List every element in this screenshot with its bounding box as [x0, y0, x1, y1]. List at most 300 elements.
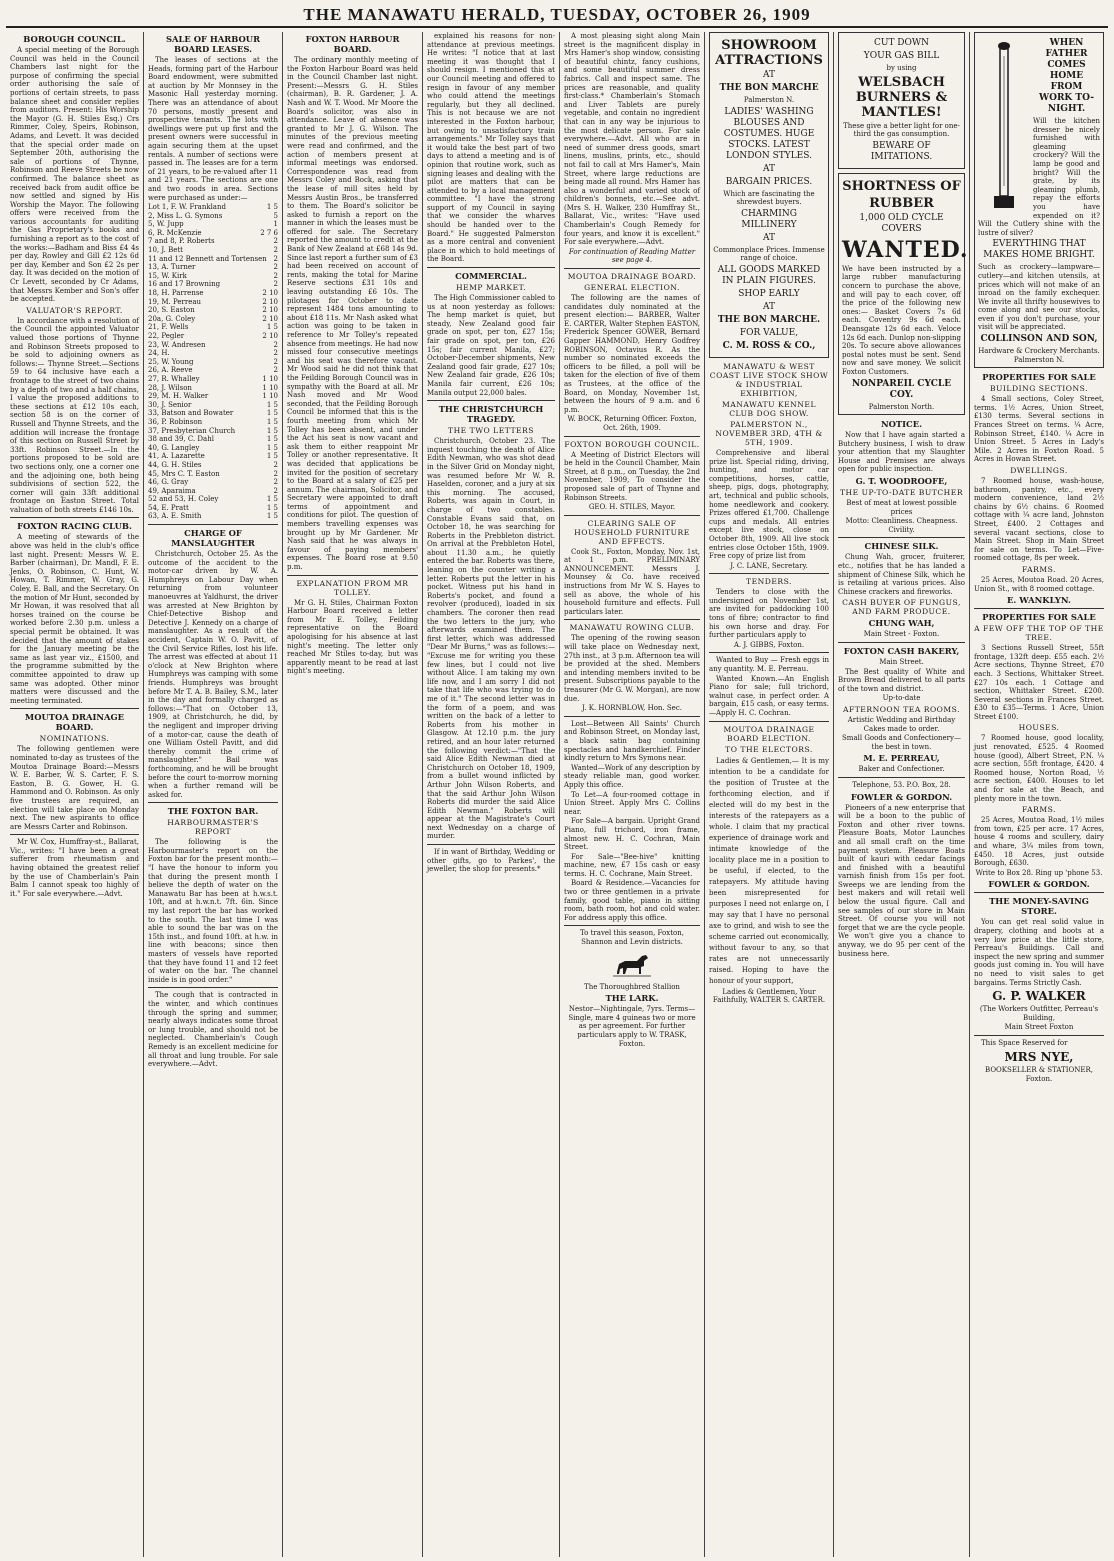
- tragedy-text: Christchurch, October 23. The inquest touching the death of Alice Edith Newman, who was shot dead in the Silver Grid on Monday night, was resumed before Mr W. R. Haselden, coroner, and a jury at six this morning. The accused, Roberts, was again in Court, in charge of two constables. Constable Evans said that, on October 18, he was searching for Roberts in the Prebbleton district. On arrival at the Prebbleton Hotel, about 11.30 a.m., he quietly entered the bar. Roberts was there, leaning on the counter writing a letter. Roberts put the letter in his pocket. Witness put his hand in Roberts's pocket, and found a revolver (produced), loaded in six chambers. The coroner then read the two letters to the jury, who afterwards examined them. The first letter, which was addressed "Dear Mr Burns," was as follows:— "Excuse me for writing you these few lines, but I could not live without Alice. I am taking my own life now, and I am sorry I did not take that life who was trying to do me of it." The second letter was in the form of a poem, and was written on the back of a letter to Roberts from his mother in Glasgow. At 12.10 p.m. the jury retired, and an hour later returned the following verdict:—"That the said Alice Edith Newman died at Christchurch on October 18, 1909, from a bullet wound inflicted by Arthur John Wilson Roberts, and that the said Arthur John Wilson Roberts did murder the said Alice Edith Newman." Roberts will appear at the Magistrate's Court next Wednesday on a charge of murder.: [427, 437, 555, 841]
- nonpareil-place: Palmerston North.: [868, 402, 935, 411]
- lease-lot: 26, A. Reeve: [148, 366, 193, 375]
- lease-price: 2: [273, 340, 278, 349]
- stock-show-heading: MANAWATU & WEST COAST LIVE STOCK SHOW & INDUSTRIAL EXHIBITION,: [709, 361, 829, 398]
- shop-early-text: SHOP EARLY: [738, 288, 800, 299]
- nye-place: Foxton.: [1025, 1075, 1053, 1084]
- divider: [838, 642, 965, 643]
- lease-price: 1: [273, 220, 278, 229]
- lease-row: [148, 452, 278, 461]
- to-electors-heading: TO THE ELECTORS.: [725, 744, 813, 754]
- cough-advert: The cough that is contracted in the winter, and which continues through the spring and summer, nearly always indicates some throat or lung trouble, and should not be neglected. Chamberlain's Cough Remedy is an excellent medicine for all throat and lung trouble. For sale everywhere.—Advt.: [148, 991, 278, 1069]
- lease-row: [148, 444, 278, 453]
- lease-row: [148, 375, 278, 384]
- lease-row: [148, 203, 278, 212]
- lease-price: 1 5: [266, 512, 278, 521]
- lease-row: [148, 298, 278, 307]
- lease-lot: 38 and 39, C. Dahl: [148, 435, 214, 444]
- kennel-club-heading: MANAWATU KENNEL CLUB DOG SHOW.: [721, 399, 817, 418]
- column-7: [834, 32, 970, 1557]
- divider: [148, 987, 278, 988]
- lease-row: [148, 384, 278, 393]
- lease-row: [148, 272, 278, 281]
- column-6: [705, 32, 834, 1557]
- bakery-heading: FOXTON CASH BAKERY,: [843, 646, 960, 656]
- lease-price: 2 10: [262, 289, 278, 298]
- election-text: The following are the names of candidates duly nominated at the present election:— BARBER, Walter E. CARTER, Walter Stephen EASTON, Frederick Spencer GOWER, Bernard Gapper HAMMOND, Henry Godfrey ROBINSON, Octavius R. As the number so nominated exceeds the officers to be filled, a poll will be taken for the election of five of them as Trustees, at the office of the Board, on Monday, November 1st, between the hours of 9 a.m. and 6 p.m.: [564, 294, 700, 414]
- lease-price: 5: [273, 211, 278, 220]
- divider: [564, 716, 700, 717]
- divider: [148, 802, 278, 803]
- chung-wah-name: CHUNG WAH,: [868, 618, 935, 629]
- lease-lot: 29, M. H. Walker: [148, 392, 209, 401]
- lease-lot: 45, Mrs C. T. Easton: [148, 469, 220, 478]
- butcher-motto: Motto: Cleanliness. Cheapness. Civility.: [845, 517, 958, 534]
- lease-price: 2: [273, 486, 278, 495]
- lease-price: 2 7 6: [260, 228, 278, 237]
- walker-name: G. P. WALKER: [992, 989, 1086, 1004]
- lease-row: [148, 349, 278, 358]
- lease-price: 2: [273, 349, 278, 358]
- father-text: Will the kitchen dresser be nicely furnished with gleaming crockery? Will the lamp be good and bright? Will the grate, by its gleaming plumb, repay the efforts you have expended on it? Will the Cutlery shine with the lustre of silver?: [978, 117, 1100, 237]
- lease-lot: 20a, G. Coley: [148, 314, 196, 323]
- lease-row: [148, 504, 278, 513]
- divider: [427, 400, 555, 401]
- lease-lot: 13, A. Turner: [148, 263, 196, 272]
- lease-price: 1 5: [266, 426, 278, 435]
- cakes-text: Artistic Wedding and Birthday Cakes made to order.: [847, 715, 956, 733]
- collinson-advert: [974, 32, 1104, 368]
- lease-lot: 25, W. Young: [148, 357, 194, 366]
- lease-row: [148, 246, 278, 255]
- lease-lot: 20, S. Easton: [148, 306, 195, 315]
- electors-signature: Ladies & Gentlemen, Your Faithfully, WALTER S. CARTER.: [712, 987, 826, 1005]
- lease-row: [148, 512, 278, 521]
- money-saving-text: You can get real solid value in drapery, clothing and boots at a very low price at the little store, Perreau's Buildings. Call and inspect the new spring and summer goods just coming in. You will have no need to visit sales to get bargains. Terms Strictly Cash.: [974, 918, 1104, 987]
- lease-price: 2: [273, 280, 278, 289]
- lease-row: [148, 229, 278, 238]
- lease-row: [148, 478, 278, 487]
- lease-price: 2: [273, 366, 278, 375]
- building-sections-text: 4 Small sections, Coley Street, terms. 1½ Acres, Union Street, £130 terms. Several sections in Frances Street on terms. ¼ Acre, Robinson Street, £140. ¼ Acre in Union Street. 5 Acres in Lady's Mile. 2 Acres in Foxton Road. 5 Acres in Howan Street.: [974, 395, 1104, 464]
- money-saving-heading: THE MONEY-SAVING STORE.: [989, 896, 1089, 917]
- lease-lot: 63, A. E. Smith: [148, 512, 202, 521]
- divider: [564, 619, 700, 620]
- lease-price: 2: [273, 271, 278, 280]
- to-let-notice: To Let—A four-roomed cottage in Union Street. Apply Mrs C. Collins near.: [564, 790, 700, 816]
- lease-price: 2: [273, 246, 278, 255]
- rubber-advert: [838, 173, 969, 415]
- lease-row: [148, 418, 278, 427]
- wanted-eggs-notice: Wanted to Buy — Fresh eggs in any quantity. M. E. Perreau.: [709, 656, 829, 674]
- lease-price: 1 5: [266, 203, 278, 212]
- lease-lot: 46, G. Gray: [148, 478, 189, 487]
- divider: [564, 436, 700, 437]
- rubber-heading: RUBBER: [869, 195, 934, 211]
- divider: [10, 834, 139, 835]
- lease-lot: 30, J. Senior: [148, 400, 192, 409]
- farms-text: 25 Acres, Moutoa Road. 20 Acres, Union St., with 8 roomed cottage.: [974, 575, 1104, 593]
- lease-price: 2: [273, 237, 278, 246]
- moutoa-heading: MOUTOA DRAINAGE BOARD.: [24, 712, 125, 733]
- butcher-subheading: THE UP-TO-DATE BUTCHER: [839, 488, 964, 498]
- lease-lot: 28, J. Wilson: [148, 383, 192, 392]
- divider: [974, 1035, 1104, 1036]
- building-sections-heading: BUILDING SECTIONS.: [989, 384, 1089, 394]
- moutoa-subheading: NOMINATIONS.: [39, 734, 110, 744]
- lease-price: 2 10: [262, 306, 278, 315]
- bakery-place: Main Street.: [879, 658, 924, 666]
- borough-meeting-text: A Meeting of District Electors will be held in the Council Chamber, Main Street, at 8 p.m., on Tuesday, the 2nd November, 1909, To consider the proposed sale of part of Thynne and Robinson Streets.: [564, 450, 700, 502]
- lease-row: [148, 341, 278, 350]
- column-3: [283, 32, 423, 1557]
- lease-row: [148, 366, 278, 375]
- harbourmaster-subheading: HARBOURMASTER'S REPORT: [167, 818, 259, 837]
- borough-council-heading: BOROUGH COUNCIL.: [23, 34, 126, 44]
- lease-lot: 52 and 53, H. Coley: [148, 495, 219, 504]
- properties-heading: PROPERTIES FOR SALE: [982, 372, 1096, 383]
- manslaughter-heading: CHARGE OF MANSLAUGHTER: [171, 528, 255, 549]
- stallion-text: Nestor—Nightingale, 7yrs. Terms—Single, mare 4 guineas two or more as per agreement. For further particulars apply to W. TRASK, Foxton.: [568, 1005, 696, 1048]
- column-5: [560, 32, 705, 1557]
- write-box-text: Write to Box 28. Ring up 'phone 53.: [975, 868, 1103, 877]
- lease-price: 2: [273, 478, 278, 487]
- two-letters-subheading: THE TWO LETTERS: [448, 426, 534, 436]
- lease-lot: 33, Batson and Bowater: [148, 409, 234, 418]
- lease-price: 1 5: [266, 409, 278, 418]
- valuator-heading: VALUATOR'S REPORT.: [26, 305, 123, 315]
- divider: [427, 844, 555, 845]
- lease-lot: 18, H. Parrense: [148, 289, 204, 298]
- lease-lot: 49, Aparaima: [148, 486, 196, 495]
- lease-price: 2 10: [262, 297, 278, 306]
- lease-price: 1 10: [262, 374, 278, 383]
- tenders-heading: TENDERS.: [746, 577, 792, 587]
- lease-price: 1 5: [266, 400, 278, 409]
- small-goods-text: Small Goods and Confectionery—the best in town.: [842, 734, 961, 751]
- lease-row: [148, 289, 278, 298]
- fascinating-text: Which are fascinating the shrewdest buyers.: [723, 189, 815, 207]
- notice-heading: NOTICE.: [880, 419, 923, 430]
- lamp-icon: [978, 36, 1030, 216]
- pioneers-text: Pioneers of a new enterprise that will be a boon to the public of Foxton and other river towns. Pleasure Boats, Motor Launches and all small craft on the time payment system. Pleasure Boats built of kauri with cedar facings and finished with a beautiful varnish finish from 15s per foot. Sweeps we are lending from the best makers and will retail well below the usual figure. Call and see samples of our store in Main Street. Of course you will not forget that we are the cycle people. We won't give you a chance to anyway, we do 95 per cent of the business here.: [838, 803, 965, 958]
- shortness-heading: SHORTNESS OF: [842, 178, 961, 194]
- bon-marche-advert: [709, 32, 829, 358]
- sections-text: 3 Sections Russell Street, 55ft frontage, 132ft deep. £55 each. 2½ Acre sections, Thynne Street, £70 each. 3 Sections, Whittaker Street. £27 10s each. 1 Cottage and section, Whittaker Street. £200. Several sections in Frances Street. £30 to £35—Terms. 1 Acre, Union Street £100.: [974, 644, 1104, 721]
- stallion-subheading: The Thoroughbred Stallion: [584, 982, 680, 991]
- lease-lot: 6, R. McKenzie: [148, 228, 202, 237]
- wanted-work-notice: Wanted—Work of any description by steady reliable man, good worker. Apply this office.: [564, 763, 700, 789]
- wanted-heading: WANTED.: [842, 236, 969, 263]
- collinson-name: COLLINSON AND SON,: [980, 334, 1098, 345]
- lease-price: 2: [273, 254, 278, 263]
- at-label: AT: [762, 70, 775, 80]
- foxton-bar-heading: THE FOXTON BAR.: [167, 806, 259, 817]
- rowing-club-text: The opening of the rowing season will take place on Wednesday next, 27th inst., at 3 p.m. Afternoon tea will be provided at the shed. Members and intending members invited to be present. Subscriptions payable to the treasurer (Mr G. W. Morgan), are now due.: [564, 634, 700, 703]
- column-2: [144, 32, 283, 1557]
- tolley-continued-text: explained his reasons for non-attendance at previous meetings. He writes: "I notice that at last meeting it was thought that I should resign. I mentioned this at our Council meeting and offered to resign in favour of any member who could attend the meetings regularly, but they all declined. This is not because we are not interested in the Foxton harbour, but owing to unsatisfactory train arrangements." Mr Tolley says that it would take the best part of two days to attend a meeting and is of opinion that routine work, such as signing leases and dealing with the pilot are matters that can be attended to by a local management committee. "I have the strong support of my Council in saying that we consider the wharves should be handed over to the Board." He suggested Palmerston as a more central and convenient place in which to hold meetings of the Board.: [427, 32, 555, 264]
- divider: [709, 721, 829, 722]
- board-residence-notice: Board & Residence.—Vacancies for two or three gentlemen in a private family, good table, piano in sitting room, bath room, hot and cold water. For address apply this office.: [564, 879, 700, 922]
- chung-wah-place: Main Street - Foxton.: [863, 630, 940, 639]
- divider: [10, 708, 139, 709]
- top-of-tree-subheading: A FEW OFF THE TOP OF THE TREE.: [974, 624, 1104, 643]
- cut-down-text: CUT DOWN: [873, 38, 930, 48]
- fungus-heading: CASH BUYER OF FUNGUS, AND FARM PRODUCE.: [842, 598, 961, 617]
- lease-row: [148, 280, 278, 289]
- crockery-text: Such as crockery—lampware—cutlery—and kitchen utensils, at prices which will not make of an inroad on the family exchequer. We invite all thrifty housewives to come along and see our stocks, even if you don't purchase, your visit will be appreciated.: [978, 263, 1100, 332]
- bakery-text: The Best quality of White and Brown Bread delivered to all parts of the town and district.: [838, 667, 965, 693]
- bargain-prices: BARGAIN PRICES.: [725, 176, 813, 187]
- rowing-club-signature: J. K. HORNBLOW, Hon. Sec.: [582, 704, 682, 713]
- divider: [10, 517, 139, 518]
- lease-row: [148, 409, 278, 418]
- lease-lot: 23, W. Andresen: [148, 340, 206, 349]
- clearing-sale-text: Cook St., Foxton, Monday, Nov. 1st, at 1 p.m. PRELIMINARY ANNOUNCEMENT. Messrs J. Mounsey & Co. have received instructions from Mr W. S. Hayes to sell as above, the whole of his household furniture and effects. Full particulars later.: [564, 547, 700, 616]
- lease-lot: 44, G. H. Stiles: [148, 460, 202, 469]
- father-heading: WHEN FATHER COMES HOME FROM WORK TO-NIGHT.: [1039, 38, 1094, 114]
- lease-lot: 24, H.: [148, 349, 170, 358]
- column-4: [423, 32, 560, 1557]
- lease-lot: 27, R. Whalley: [148, 374, 200, 383]
- lease-list: [148, 203, 278, 521]
- tenders-text: Tenders to close with the undersigned on November 1st, are invited for paddocking 100 tons of fibre; contractor to find his own horse and dray. For further particulars apply to: [709, 588, 829, 640]
- nye-subheading: BOOKSELLER & STATIONER,: [985, 1065, 1093, 1074]
- lease-row: [148, 263, 278, 272]
- divider: [838, 537, 965, 538]
- chinese-silk-heading: CHINESE SILK.: [864, 541, 939, 552]
- rowing-club-heading: MANAWATU ROWING CLUB.: [569, 623, 695, 633]
- moutoa-text: The following gentlemen were nominated to-day as trustees of the Moutoa Drainage Board:—Messrs W. E. Barber, W. S. Carter, F. S. Easton, B. G. Gower, H. G. Hammond and O. Robinson. As only five trustees are required, an election will take place on Monday next. The new aspirants to office are Messrs Carter and Robinson.: [10, 745, 139, 831]
- divider: [427, 267, 555, 268]
- welsbach-text: These give a better light for one-third the gas consumption.: [843, 121, 960, 139]
- farms-heading: FARMS.: [1022, 805, 1056, 815]
- walker-place: Main Street Foxton: [1004, 1023, 1074, 1032]
- chinese-silk-text: Chung Wah, grocer, fruiterer, etc., notifies that he has landed a shipment of Chinese Silk, which he is retailing at various prices. Also Chinese crackers and fireworks.: [838, 553, 965, 596]
- lease-row: [148, 255, 278, 264]
- fowler-gordon-name: FOWLER & GORDON.: [850, 791, 953, 802]
- racing-club-text: A meeting of stewards of the above was held in the club's office last night. Present: Messrs W. E. Barber (chairman), Dr. Mandl, F. E. Jenks, O. Robinson, C. Hunt, W. Howan, T. Rimmer, W. Gray, G. Coley, E. Ball, and the Secretary. On the motion of Mr Hunt, seconded by Mr Howan, it was resolved that all horses trained on the course be worked before 2.30 p.m. unless a special permit be obtained. It was decided that the amount of stakes for the January meeting be the same as last year viz., £1500, and the programme submitted by the committee appointed to draw up same was adopted. Other minor matters were discussed and the meeting terminated.: [10, 533, 139, 705]
- lease-price: 1 5: [266, 417, 278, 426]
- lease-price: 1 5: [266, 323, 278, 332]
- knitting-machine-notice: For Sale—"Bee-hive" knitting machine, new, £7 15s cash or easy terms. H. C. Cochrane, Main Street.: [564, 852, 700, 878]
- butchery-notice-text: Now that I have again started a Butchery business, I wish to draw your attention that my Slaughter House and Premises are always open for public inspection.: [838, 431, 965, 474]
- lease-lot: 5, W. Jupp: [148, 220, 184, 229]
- parkes-advert: If in want of Birthday, Wedding or other gifts, go to Parkes', the jeweller, the shop for presents.*: [427, 848, 555, 874]
- lease-lot: Lot 1, F. W. Frankland: [148, 203, 226, 212]
- lease-lot: 16 and 17 Browning: [148, 280, 221, 289]
- fowler-gordon-name: FOWLER & GORDON.: [988, 879, 1090, 890]
- divider: [709, 573, 829, 574]
- stock-show-text: Comprehensive and liberal prize list. Special riding, driving, hunting, and motor car competitions, horses, cattle, sheep, pigs, dogs, photography, art, technical and public schools, home needlework and cookery. Prizes offered £1,700. Challenge cups and medals. All entries except live stock, close on October 8th, 1909. All live stock entries close October 15th, 1909. Free copy of prize list from: [709, 448, 829, 561]
- collinson-subheading: Hardware & Crockery Merchants.: [978, 347, 1100, 356]
- everything-heading: EVERYTHING THAT MAKES HOME BRIGHT.: [983, 239, 1095, 261]
- lease-row: [148, 306, 278, 315]
- columns: [6, 32, 1108, 1557]
- houses-heading: HOUSES.: [1018, 723, 1060, 733]
- divider: [709, 652, 829, 653]
- at-label: AT: [762, 163, 775, 174]
- lease-lot: 2, Miss L. G. Symons: [148, 211, 223, 220]
- lease-lot: 21, F. Wells: [148, 323, 189, 332]
- lease-row: [148, 212, 278, 221]
- tolley-text: Mr G. H. Stiles, Chairman Foxton Harbour Board received a letter from Mr E. Tolley, Feilding representative on the Board apologising for his absence at last night's meeting. The letter only reached Mr Stiles to-day, but was apparently meant to be read at last night's meeting.: [287, 598, 418, 676]
- moutoa-election-heading: MOUTOA DRAINAGE BOARD.: [567, 272, 697, 282]
- lease-price: 2: [273, 469, 278, 478]
- lease-price: 1 5: [266, 503, 278, 512]
- welsbach-heading: WELSBACH BURNERS & MANTLES!: [855, 74, 948, 120]
- plain-figures-text: ALL GOODS MARKED IN PLAIN FIGURES.: [717, 264, 821, 286]
- lease-row: [148, 315, 278, 324]
- valuator-text: In accordance with a resolution of the Council the appointed Valuator valued those portions of Thynne and Robinson Streets proposed to be sold to adjoining owners as follows:— Thynne Street.—Sections 59 to 64 inclusive have each a frontage to the street of two chains by a depth of two and a half chains, I value the proposed additions to these sections at £12 10s each, section 58 is on the corner of Russell and Thynne Streets, and the addition will increase the frontage of this section on Russell Street by 33ft. Robinson Street.—In the portions proposed to be sold are two sections only, one a corner one and the adjoining one, both being subdivisions of section 522, the corner will gain 33ft additional frontage on Easton Street. Total valuation of both streets £146 10s.: [10, 316, 139, 514]
- harbour-board-text: The ordinary monthly meeting of the Foxton Harbour Board was held in the Council Chamber last night. Present:—Messrs G. H. Stiles (chairman), B. R. Gardener, J. A. Nash and W. T. Wood. Mr Moore the Board's solicitor, was also in attendance. Leave of absence was granted to Mr J. G. Wilson. The minutes of the previous meeting were read and confirmed, and the action of members present at informal meetings was endorsed. Correspondence was read from Messrs Coley and Bock, asking that the lease of mill sites held by Messrs Austin Bros., be transferred to them. The Board's solicitor be asked to furnish a report on the manner in which the leases must be offered for sale. The Secretary reported the amount to credit at the Bank of New Zealand at £68 14s 9d. Since last report a further sum of £3 had been received on account of rents, making the total for Marine Reserve sections £31 10s and leaving outstanding £6 10s. The pilotages for October to date represent 1484 tons amounting to about £18 11s. Mr Nash asked what action was going to be taken in reference to Mr Tolley's repeated absence from meetings. He had now missed four consecutive meetings and his seat was therefore vacant. Mr Wood said he did not think that the Feilding Borough Council was in sympathy with the Board at all. Mr Nash moved and Mr Wood seconded, that the Feilding Borough Council be informed that this is the fourth meeting from which Mr Tolley has been absent, and under the Act his seat is now vacant and ask them to either reappoint Mr Tolley or another representative. It was decided that applications be invited for the position of secretary to the Board at a salary of £25 per annum. The chairman, Solicitor, and Secretary were appointed to draft terms of appointment and conditions for pilot. The question of members travelling expenses was brought up by Mr Gardener. Mr Nash said that he was always in favour of paying members' expenses. The Board rose at 9.50 p.m.: [287, 56, 418, 572]
- lease-price: 2: [273, 460, 278, 469]
- lease-row: [148, 470, 278, 479]
- blouses-text: LADIES' WASHING BLOUSES AND COSTUMES. HUGE STOCKS. LATEST LONDON STYLES.: [723, 106, 815, 161]
- lease-price: 2 10: [262, 314, 278, 323]
- divider: [564, 925, 700, 926]
- welsbach-advert: [838, 32, 965, 169]
- best-meat-text: Best of meat at lowest possible prices: [846, 499, 957, 516]
- hemp-market-subheading: HEMP MARKET.: [455, 283, 527, 293]
- piano-for-sale-notice: For Sale—A bargain. Upright Grand Piano, full trichord, iron frame, almost new. H. C. Cochran, Main Street.: [564, 817, 700, 852]
- properties-heading: PROPERTIES FOR SALE: [982, 612, 1096, 623]
- wanted-known-notice: Wanted Known.—An English Piano for sale; full trichord, walnut case, in perfect order. A bargain, £15 cash, or easy terms.—Apply H. C. Cochran.: [709, 674, 829, 717]
- lease-price: 1 5: [266, 435, 278, 444]
- for-value-text: FOR VALUE,: [739, 327, 799, 338]
- harbour-board-heading: FOXTON HARBOUR BOARD.: [305, 34, 400, 54]
- beware-text: BEWARE OF IMITATIONS.: [870, 140, 933, 162]
- continuation-note: For continuation of Reading Matter see page 4.: [568, 247, 696, 265]
- walker-subheading: (The Workers Outfitter, Perreau's Building,: [979, 1005, 1099, 1022]
- divider: [974, 608, 1104, 609]
- millinery-text: CHARMING MILLINERY: [741, 208, 797, 230]
- bon-marche-name: THE BON MARCHE: [719, 83, 819, 93]
- lease-price: 1 10: [262, 392, 278, 401]
- dwellings-text: 7 Roomed house, wash-house, bathroom, pantry, etc., every modern convenience, land 2½ chains by 6½ chains. 6 Roomed cottage with ¼ acre land, Johnston Street, £400. 2 Cottages and several vacant sections, close to Main Street. Shop in Main Street for sale on terms. To Let—Five-roomed cottage, 8s per week.: [974, 477, 1104, 563]
- nye-name: MRS NYE,: [1004, 1049, 1074, 1064]
- hemp-market-text: The High Commissioner cabled to us at noon yesterday as follows: The hemp market is quiet, but steady, New Zealand good fair grade on spot, per ton, £27 15s; fair grade on spot, per ton, £26 15s; fair current Manila, £27; October-December shipments, New Zealand good fair grade, £27 10s; New Zealand fair grade, £26 10s; Manila fair current, £26 10s; Manila output 22,000 bales.: [427, 294, 555, 397]
- lease-row: [148, 220, 278, 229]
- lease-row: [148, 358, 278, 367]
- lease-price: 1 10: [262, 383, 278, 392]
- farms-text: 25 Acres, Moutoa Road, 1½ miles from town, £25 per acre. 17 Acres, house 4 rooms and scullery, dairy and whare, 3¼ miles from town, £450. 18 Acres, just outside Borough, £630.: [974, 816, 1104, 868]
- lease-lot: 15, W. Kirk: [148, 271, 187, 280]
- divider: [564, 515, 700, 516]
- cycle-covers-details: We have been instructed by a large rubber manufacturing concern to purchase the above, and will pay to each cover, off the price of the following new ones:— Basket Covers 7s 6d each. Coventry 9s 6d each. Deansgate 12s 6d each. Veloce 12s 6d each. Dunlop non-slipping 20s. To secure above allowances postal notes must be sent. Send now and save money. We solicit Foxton Customers.: [842, 264, 961, 376]
- harbour-leases-intro: The leases of sections at the Heads, forming part of the Harbour Board endowment, were submitted at auction by Mr Monnsey in the Masonic Hall yesterday morning. There was an attendance of about 70 persons, mostly present and prospective tenants. The lots with dwellings were put up first and the present owners were successful in again securing them at the upset rentals. A number of sections were passed in. The leases are for a term of 21 years, to be re-valued after 11 and 21 years. The sections are one and two roods in area. Sections were purchased as under:—: [148, 56, 278, 202]
- local-notes-text: A most pleasing sight along Main street is the magnificent display in Mrs Hamer's shop window, consisting of beautiful chintz, fancy cushions, and some beautiful summer dress fabrics. Call and inspect same. The prices are reasonable, and quality first-class.* Chamberlain's Stomach and Liver Tablets are purely vegetable, and contain no ingredient that can in any way be injurious to the most delicate person. For sale everywhere.—Advt. All who are in need of summer dress goods, smart linens, muslins, prints, etc., should not fail to call at Mrs Hamer's, Main Street, where large reductions are being made all round. Mrs Hamer has also a wonderful and varied stock of children's bonnets, etc.—See advt. (Mrs S. H. Walker, 230 Humffray St., Ballarat, Vic., writes: "Have used Chamberlain's Cough Remedy for four years, and know it is excellent." For sale everywhere.—Advt.: [564, 32, 700, 247]
- reserved-text: This Space Reserved for: [981, 1038, 1068, 1047]
- lease-lot: 41, A. Lazarette: [148, 452, 205, 461]
- palmerston-label: Palmerston N.: [743, 96, 795, 104]
- lease-price: 2: [273, 357, 278, 366]
- lease-row: [148, 495, 278, 504]
- up-to-date-text: Up-to-date: [882, 694, 921, 703]
- lease-price: 1 5: [266, 452, 278, 461]
- lease-lot: 36, P. Robinson: [148, 417, 203, 426]
- lease-lot: 7 and 8, P. Roberts: [148, 237, 215, 246]
- racing-club-heading: FOXTON RACING CLUB.: [17, 521, 132, 532]
- horse-icon: [611, 950, 653, 980]
- lease-lot: 11 and 12 Bennett and Tortensen: [148, 254, 267, 263]
- commonplace-text: Commonplace Prices. Immense range of choice.: [713, 245, 825, 263]
- lease-lot: 54, E. Pratt: [148, 503, 189, 512]
- at-label: AT: [762, 301, 775, 312]
- lease-price: 1 5: [266, 495, 278, 504]
- lease-lot: 19, M. Perreau: [148, 297, 202, 306]
- lease-row: [148, 323, 278, 332]
- column-8: [970, 32, 1108, 1557]
- electors-letter: Ladies & Gentlemen,— It is my intention to be a candidate for the position of Trustee at the forthcoming election, and if elected will do my best in the interests of the ratepayers as a whole. I claim that my practical experience of drainage work and intimate knowledge of the locality place me in a position to be useful, if elected, to the ratepayers. My attitude having been misrepresented for purposes I need not enlarge on, I may say that I have no personal axe to grind, and wish to see the scheme carried out economically, without favour to any, so that rates are not unnecessarily raised. Hoping to have the honour of your support,: [709, 756, 829, 985]
- lease-lot: 22, Pegler: [148, 332, 185, 340]
- divider: [838, 777, 965, 778]
- nonpareil-name: NONPAREIL CYCLE COY.: [851, 378, 952, 400]
- stallion-name: THE LARK.: [605, 993, 659, 1004]
- election-signature: W. BOCK, Returning Officer. Foxton, Oct. 26th, 1909.: [567, 415, 697, 432]
- stock-show-signature: J. C. LANE, Secretary.: [730, 561, 808, 570]
- divider: [287, 575, 418, 576]
- woodroofe-name: G. T. WOODROOFE,: [855, 476, 948, 487]
- lease-lot: 10, J. Bett: [148, 246, 183, 255]
- ross-company-name: C. M. ROSS & CO.,: [722, 340, 816, 351]
- manslaughter-text: Christchurch, October 25. As the outcome of the accident to the motor-car driven by W. A. Humphreys on Labour Day when returning from volunteer manoeuvres at Yaldhurst, the driver was arrested at New Brighton by Chief-Detective Bishop and Detective J. Kennedy on a charge of manslaughter. As a result of the accident, Captain W. O. Pavitt, of the Civil Service Rifles, lost his life. The arrest was effected at about 11 o'clock at New Brighton where Humphreys was camping with some friends. Humphreys was brought before Mr T. A. B. Bailey, S.M., later in the day and formally charged as follows:—"That on October 13, 1909, at Christchurch, he did, by the negligent and improper driving of a motor-car, cause the death of one William Ostell Pavitt, and did thereby commit the crime of manslaughter." Bail was forthcoming, and he will be brought before the court to-morrow morning when a further remand will be asked for.: [148, 550, 278, 799]
- farms-heading: FARMS.: [1022, 564, 1056, 574]
- wanklyn-name: E. WANKLYN.: [1007, 595, 1071, 606]
- lease-row: [148, 461, 278, 470]
- divider: [564, 268, 700, 269]
- houses-text: 7 Roomed house, good locality, just renovated, £525. 4 Roomed house (good), Albert Street, P.N. ¼ acre section, 55ft frontage, £420. 4 Roomed house, Norton Road, ½ acre section, £400. Houses to let and for sale at the Beach, and plenty more in the town.: [974, 734, 1104, 803]
- at-label: AT: [762, 232, 775, 243]
- gas-bill-text: YOUR GAS BILL: [863, 51, 940, 61]
- lease-row: [148, 435, 278, 444]
- afternoon-tea-heading: AFTERNOON TEA ROOMS.: [842, 704, 961, 714]
- lease-lot: 37, Presbyterian Church: [148, 426, 236, 435]
- harbour-leases-heading: SALE OF HARBOUR BOARD LEASES.: [165, 34, 261, 54]
- collinson-place: Palmerston N.: [1013, 355, 1065, 364]
- lease-row: [148, 401, 278, 410]
- showroom-heading: SHOWROOM ATTRACTIONS: [715, 38, 823, 68]
- chamberlain-advert: Mr W. Cox, Humffray-st., Ballarat, Vic., writes: "I have been a great sufferer from rheumatism and having obtained the greatest relief by the use of Chamberlain's Pain Balm I cannot speak too highly of it." For sale everywhere.—Advt.: [10, 838, 139, 898]
- moutoa-board-election-heading: MOUTOA DRAINAGE BOARD ELECTION.: [723, 724, 815, 743]
- perreau-subheading: Baker and Confectioner.: [858, 765, 945, 774]
- lease-row: [148, 392, 278, 401]
- borough-council-text: A special meeting of the Borough Council was held in the Council Chambers last night for the purpose of confirming the special order authorising the sale of portions of certain streets, to pass balance sheet and consider replies from auditors. Present: His Worship the Mayor (G. H. Stiles Esq.) Crs Rimmer, Coley, Speirs, Robinson, Adams, and Levett. It was decided that the special order made on September 20th, authorising the sale of portions of Thynne, Robinson and Reeve Streets be now confirmed. The balance sheet as received back from audit office be now settled and signed by His Worship the Mayor. The following offers were received from the various accountants for auditing the Gas Proprietary's books and furnishing a report as to the cost of the works:—Badham and Biss £4 4s per day, Rowley and Gill £2 12s 6d per day, Kember and Son £2 2s per day. It was decided on the motion of Cr Levett, seconded by Cr Adams, that Messrs Kember and Son's offer be accepted.: [10, 46, 139, 304]
- tolley-heading: EXPLANATION FROM MR TOLLEY.: [296, 578, 409, 597]
- column-1: [6, 32, 144, 1557]
- dwellings-heading: DWELLINGS.: [1010, 466, 1068, 475]
- masthead: THE MANAWATU HERALD, TUESDAY, OCTOBER 26, 1909: [6, 4, 1108, 28]
- lease-lot: 40, G. Langley: [148, 443, 200, 452]
- tragedy-heading: THE CHRISTCHURCH TRAGEDY.: [438, 404, 544, 425]
- lease-price: 2 10: [262, 332, 278, 340]
- borough-meeting-heading: FOXTON BOROUGH COUNCIL.: [564, 439, 700, 449]
- divider: [974, 892, 1104, 893]
- lease-price: 2: [273, 263, 278, 272]
- foxton-bar-text: The following is the Harbourmaster's report on the Foxton bar for the present month:— "I have the honour to inform you that during the present month I believe the depth of water on the Manawatu Bar has been at h.w.s.t. 10ft, and at h.w.n.t. 7ft. 6in. Since my last report the bar has worked to the south. The last time I was able to sound the bar was on the 15th inst., and found 10ft. at h.w. in line with beacons; since then masters of vessels have reported that they have found 11 and 12 feet of water on the bar. The channel inside is in good order.": [148, 838, 278, 984]
- borough-meeting-signature: GEO. H. STILES, Mayor.: [588, 503, 676, 512]
- travel-notice: To travel this season, Foxton, Shannon and Levin districts.: [580, 929, 684, 947]
- perreau-name: M. E. PERREAU,: [863, 753, 940, 764]
- cycle-covers-text: 1,000 OLD CYCLE COVERS: [859, 212, 944, 234]
- clearing-sale-heading: CLEARING SALE OF HOUSEHOLD FURNITURE AND EFFECTS.: [574, 518, 690, 546]
- general-election-subheading: GENERAL ELECTION.: [584, 283, 680, 293]
- lease-row: [148, 237, 278, 246]
- show-dates: PALMERSTON N., NOVEMBER 3RD, 4TH & 5TH, 1909.: [715, 419, 823, 447]
- lease-price: 1 5: [266, 443, 278, 452]
- bon-marche-name: THE BON MARCHE.: [717, 314, 821, 325]
- telephone-text: Telephone, 53. P.O. Box, 28.: [852, 780, 951, 789]
- lease-row: [148, 487, 278, 496]
